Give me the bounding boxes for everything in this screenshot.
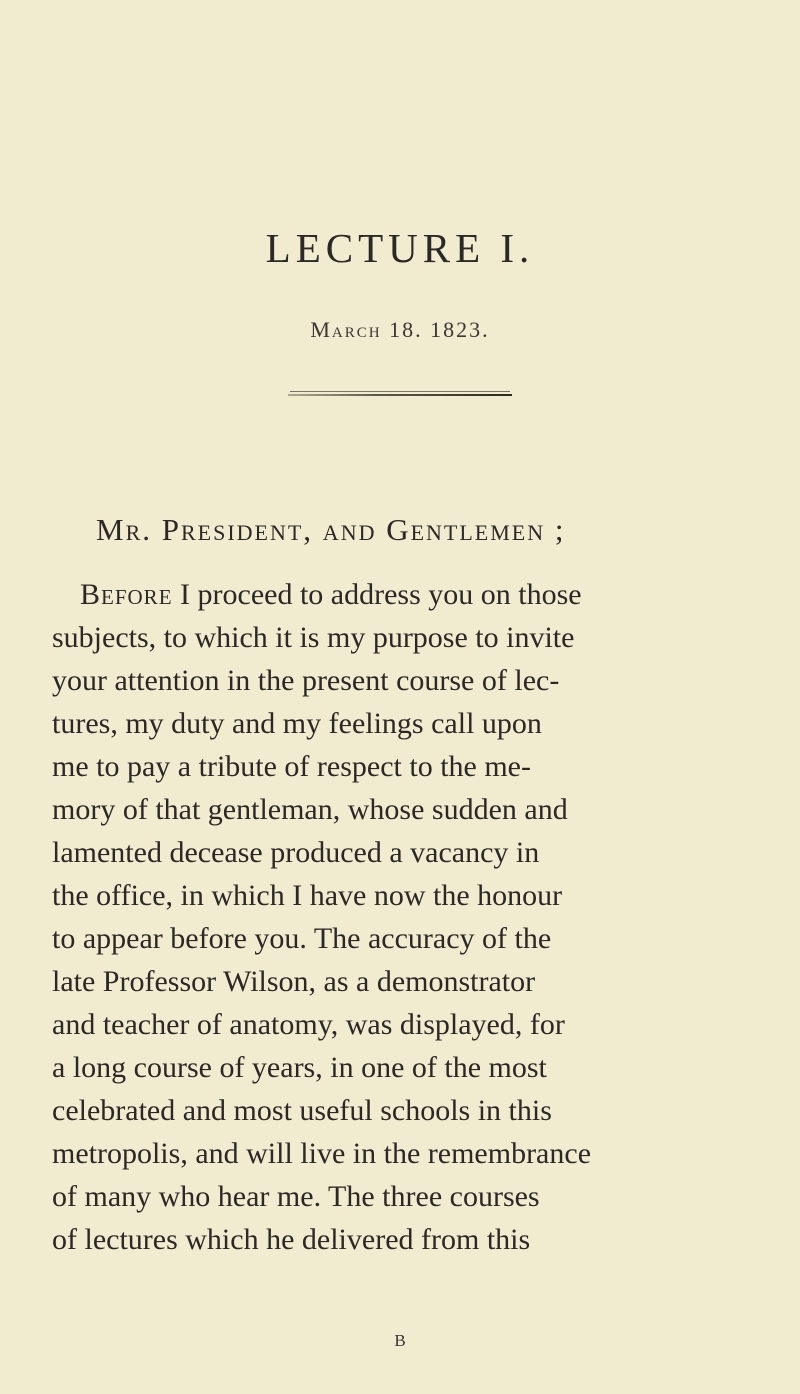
- rule-thin-line: [290, 391, 510, 392]
- signature-mark: B: [394, 1331, 406, 1350]
- paragraph-line: your attention in the present course of lec-: [52, 664, 560, 697]
- paragraph-line: a long course of years, in one of the most: [52, 1051, 547, 1084]
- paragraph-line: me to pay a tribute of respect to the me-: [52, 750, 531, 783]
- paragraph-line: tures, my duty and my feelings call upon: [52, 707, 542, 740]
- paragraph-line: the office, in which I have now the honour: [52, 879, 563, 912]
- paragraph-line-text: I proceed to address you on those: [172, 578, 582, 611]
- paragraph-line: and teacher of anatomy, was displayed, for: [52, 1008, 565, 1041]
- paragraph-line: celebrated and most useful schools in this: [52, 1094, 552, 1127]
- paragraph-line: of lectures which he delivered from this: [52, 1223, 531, 1256]
- decorative-rule: [288, 391, 512, 397]
- paragraph-line: subjects, to which it is my purpose to invite: [52, 621, 575, 654]
- rule-thick-line: [288, 394, 512, 396]
- salutation: Mr. President, and Gentlemen ;: [96, 512, 566, 547]
- paragraph-line: lamented decease produced a vacancy in: [52, 836, 540, 869]
- paragraph-line: metropolis, and will live in the remembrance: [52, 1137, 592, 1170]
- paragraph-line: [80, 580, 582, 610]
- paragraph-line: late Professor Wilson, as a demonstrator: [52, 965, 536, 998]
- lecture-heading: LECTURE I.: [265, 225, 535, 271]
- lead-word: Before: [80, 578, 173, 611]
- paragraph-line: of many who hear me. The three courses: [52, 1180, 540, 1213]
- paragraph-line: to appear before you. The accuracy of the: [52, 922, 552, 955]
- lecture-date: March 18. 1823.: [310, 317, 490, 342]
- paragraph-line: mory of that gentleman, whose sudden and: [52, 793, 568, 826]
